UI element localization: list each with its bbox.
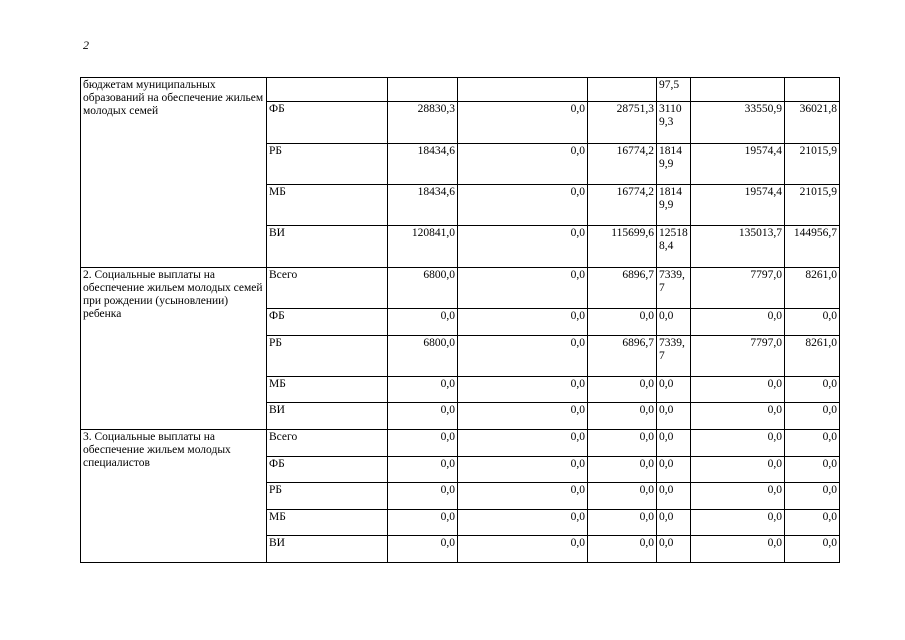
value-cell: 0,0: [388, 457, 458, 483]
value-cell: 0,0: [691, 483, 785, 510]
value-cell: 0,0: [691, 309, 785, 336]
source-cell: [267, 78, 388, 102]
source-cell: РБ: [267, 483, 388, 510]
value-cell: [588, 78, 657, 102]
source-cell: РБ: [267, 144, 388, 185]
value-cell: 97,5: [657, 78, 691, 102]
table-row: [81, 78, 840, 102]
value-cell: 0,0: [458, 430, 588, 457]
source-cell: ВИ: [267, 403, 388, 430]
value-cell: 0,0: [458, 102, 588, 144]
source-cell: МБ: [267, 377, 388, 403]
value-cell: 0,0: [691, 457, 785, 483]
value-cell: [691, 78, 785, 102]
value-cell: [458, 78, 588, 102]
value-cell: 0,0: [785, 536, 840, 563]
value-cell: 0,0: [388, 403, 458, 430]
value-cell: 33550,9: [691, 102, 785, 144]
value-cell: 7797,0: [691, 336, 785, 377]
value-cell: 0,0: [657, 377, 691, 403]
value-cell: 0,0: [588, 377, 657, 403]
value-cell: 0,0: [588, 403, 657, 430]
value-cell: 28751,3: [588, 102, 657, 144]
value-cell: 0,0: [388, 430, 458, 457]
value-cell: 0,0: [588, 309, 657, 336]
value-cell: 0,0: [657, 457, 691, 483]
value-cell: 0,0: [458, 483, 588, 510]
value-cell: 0,0: [691, 403, 785, 430]
source-cell: ВИ: [267, 226, 388, 268]
value-cell: 36021,8: [785, 102, 840, 144]
value-cell: 125188,4: [657, 226, 691, 268]
value-cell: 144956,7: [785, 226, 840, 268]
value-cell: 120841,0: [388, 226, 458, 268]
value-cell: 0,0: [691, 510, 785, 536]
value-cell: 0,0: [691, 430, 785, 457]
value-cell: 0,0: [785, 309, 840, 336]
value-cell: 6896,7: [588, 268, 657, 309]
value-cell: 21015,9: [785, 144, 840, 185]
value-cell: 0,0: [657, 309, 691, 336]
value-cell: 19574,4: [691, 185, 785, 226]
value-cell: 18149,9: [657, 185, 691, 226]
value-cell: 0,0: [458, 185, 588, 226]
value-cell: 0,0: [691, 377, 785, 403]
value-cell: 0,0: [785, 457, 840, 483]
value-cell: 0,0: [657, 536, 691, 563]
value-cell: 16774,2: [588, 144, 657, 185]
value-cell: 8261,0: [785, 336, 840, 377]
value-cell: 0,0: [458, 309, 588, 336]
value-cell: 0,0: [657, 430, 691, 457]
value-cell: 18149,9: [657, 144, 691, 185]
value-cell: 0,0: [458, 144, 588, 185]
program-name-cell: 3. Социальные выплаты на обеспечение жильем молодых специалистов: [81, 430, 267, 563]
value-cell: 31109,3: [657, 102, 691, 144]
value-cell: 0,0: [657, 483, 691, 510]
program-name-cell: бюджетам муниципальных образований на обеспечение жильем молодых семей: [81, 78, 267, 268]
source-cell: ФБ: [267, 309, 388, 336]
value-cell: 8261,0: [785, 268, 840, 309]
table-row: [81, 430, 840, 457]
value-cell: 0,0: [458, 403, 588, 430]
source-cell: ВИ: [267, 536, 388, 563]
value-cell: 28830,3: [388, 102, 458, 144]
value-cell: 0,0: [785, 403, 840, 430]
value-cell: 0,0: [458, 536, 588, 563]
value-cell: 0,0: [785, 430, 840, 457]
source-cell: Всего: [267, 430, 388, 457]
value-cell: 0,0: [458, 226, 588, 268]
value-cell: [785, 78, 840, 102]
value-cell: 0,0: [588, 510, 657, 536]
value-cell: 6896,7: [588, 336, 657, 377]
value-cell: 0,0: [785, 377, 840, 403]
value-cell: 18434,6: [388, 185, 458, 226]
value-cell: 0,0: [588, 483, 657, 510]
value-cell: 0,0: [388, 309, 458, 336]
value-cell: 0,0: [458, 336, 588, 377]
value-cell: 7339,7: [657, 268, 691, 309]
value-cell: 0,0: [388, 510, 458, 536]
value-cell: 0,0: [458, 377, 588, 403]
program-name-cell: 2. Социальные выплаты на обеспечение жильем молодых семей при рождении (усыновлении) ребенка: [81, 268, 267, 430]
value-cell: 0,0: [785, 510, 840, 536]
source-cell: МБ: [267, 185, 388, 226]
value-cell: 7797,0: [691, 268, 785, 309]
value-cell: 0,0: [388, 377, 458, 403]
value-cell: 21015,9: [785, 185, 840, 226]
value-cell: 7339,7: [657, 336, 691, 377]
value-cell: 6800,0: [388, 336, 458, 377]
source-cell: ФБ: [267, 457, 388, 483]
value-cell: 0,0: [458, 268, 588, 309]
page-number: 2: [83, 38, 89, 52]
value-cell: 0,0: [388, 483, 458, 510]
table-row: [81, 268, 840, 309]
value-cell: [388, 78, 458, 102]
value-cell: 0,0: [691, 536, 785, 563]
value-cell: 18434,6: [388, 144, 458, 185]
value-cell: 0,0: [388, 536, 458, 563]
value-cell: 0,0: [588, 430, 657, 457]
value-cell: 115699,6: [588, 226, 657, 268]
value-cell: 0,0: [458, 457, 588, 483]
budget-table: [80, 77, 840, 563]
value-cell: 0,0: [588, 536, 657, 563]
source-cell: ФБ: [267, 102, 388, 144]
value-cell: 0,0: [588, 457, 657, 483]
source-cell: МБ: [267, 510, 388, 536]
value-cell: 0,0: [785, 483, 840, 510]
value-cell: 19574,4: [691, 144, 785, 185]
value-cell: 6800,0: [388, 268, 458, 309]
source-cell: Всего: [267, 268, 388, 309]
value-cell: 135013,7: [691, 226, 785, 268]
source-cell: РБ: [267, 336, 388, 377]
value-cell: 0,0: [657, 403, 691, 430]
value-cell: 0,0: [657, 510, 691, 536]
value-cell: 0,0: [458, 510, 588, 536]
value-cell: 16774,2: [588, 185, 657, 226]
